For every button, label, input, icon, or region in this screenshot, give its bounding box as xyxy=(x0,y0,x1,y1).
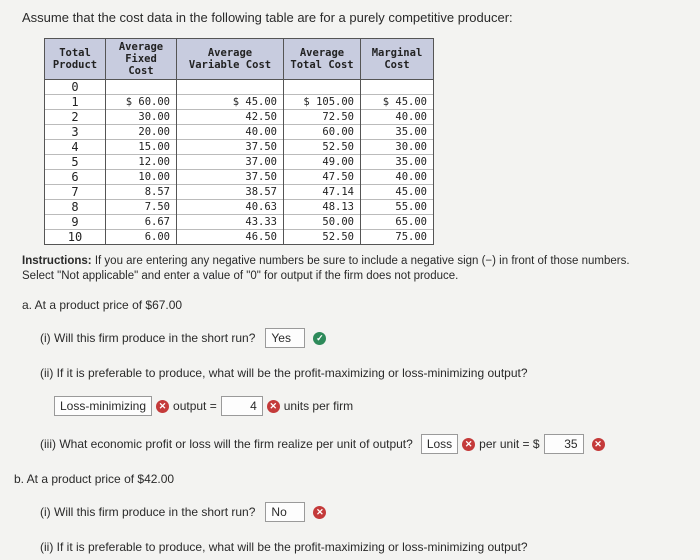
table-cell: 30.00 xyxy=(106,110,177,125)
incorrect-x-icon: ✕ xyxy=(592,438,605,451)
table-cell: 46.50 xyxy=(177,230,284,245)
output-input[interactable]: 4 xyxy=(221,396,263,416)
table-cell: 65.00 xyxy=(361,215,434,230)
table-cell: $ 105.00 xyxy=(284,95,361,110)
header-marginal-cost: Marginal Cost xyxy=(361,39,434,80)
table-cell: 10.00 xyxy=(106,170,177,185)
table-cell: 5 xyxy=(45,155,106,170)
table-cell: 47.14 xyxy=(284,185,361,200)
part-a-q3-text: (iii) What economic profit or loss will the firm realize per unit of output? xyxy=(40,437,413,451)
table-cell: 7 xyxy=(45,185,106,200)
table-cell: 40.00 xyxy=(361,110,434,125)
table-row xyxy=(45,125,434,140)
table-cell xyxy=(361,80,434,95)
part-a-q2 xyxy=(40,366,528,380)
table-cell: 38.57 xyxy=(177,185,284,200)
table-cell: $ 45.00 xyxy=(177,95,284,110)
table-cell: 48.13 xyxy=(284,200,361,215)
incorrect-x-icon: ✕ xyxy=(462,438,475,451)
per-unit-input[interactable]: 35 xyxy=(544,434,584,454)
profit-loss-select[interactable]: Loss xyxy=(421,434,458,454)
table-cell: 9 xyxy=(45,215,106,230)
table-cell: 4 xyxy=(45,140,106,155)
table-cell: 55.00 xyxy=(361,200,434,215)
table-header-row xyxy=(45,39,434,80)
table-cell: 8 xyxy=(45,200,106,215)
instructions-line-1: If you are entering any negative numbers be sure to include a negative sign (−) in front of those numbers. xyxy=(91,255,630,267)
part-a-q1 xyxy=(40,328,326,348)
part-a-q1-text: (i) Will this firm produce in the short run? xyxy=(40,331,256,345)
table-cell: 52.50 xyxy=(284,230,361,245)
table-cell: 35.00 xyxy=(361,155,434,170)
problem-intro: Assume that the cost data in the following table are for a purely competitive producer: xyxy=(22,10,513,25)
table-cell: 3 xyxy=(45,125,106,140)
table-cell: 37.50 xyxy=(177,170,284,185)
part-a-q3 xyxy=(40,434,605,454)
table-row xyxy=(45,80,434,95)
correct-check-icon: ✓ xyxy=(313,332,326,345)
table-cell: 0 xyxy=(45,80,106,95)
table-row xyxy=(45,215,434,230)
table-cell: 72.50 xyxy=(284,110,361,125)
table-cell: 40.00 xyxy=(361,170,434,185)
header-average-variable-cost: Average Variable Cost xyxy=(177,39,284,80)
table-cell: 20.00 xyxy=(106,125,177,140)
table-cell: 75.00 xyxy=(361,230,434,245)
part-b-q1-answer-field[interactable]: No xyxy=(265,502,305,522)
table-cell: 12.00 xyxy=(106,155,177,170)
cost-table xyxy=(44,38,434,245)
table-cell: 6.00 xyxy=(106,230,177,245)
table-cell xyxy=(106,80,177,95)
table-cell: 40.00 xyxy=(177,125,284,140)
table-cell: 15.00 xyxy=(106,140,177,155)
incorrect-x-icon: ✕ xyxy=(156,400,169,413)
part-a-q2-answer-row xyxy=(54,396,353,416)
table-cell: $ 60.00 xyxy=(106,95,177,110)
instructions xyxy=(22,254,687,284)
table-cell xyxy=(177,80,284,95)
header-average-fixed-cost: Average Fixed Cost xyxy=(106,39,177,80)
table-row xyxy=(45,170,434,185)
table-cell: 50.00 xyxy=(284,215,361,230)
instructions-line-2: Select "Not applicable" and enter a value of "0" for output if the firm does not produce. xyxy=(22,270,459,282)
table-cell: 6.67 xyxy=(106,215,177,230)
table-cell: 43.33 xyxy=(177,215,284,230)
table-cell: 30.00 xyxy=(361,140,434,155)
table-cell: 35.00 xyxy=(361,125,434,140)
part-b-q1 xyxy=(40,502,326,522)
output-units: units per firm xyxy=(283,399,354,413)
part-b-q2 xyxy=(40,540,528,554)
table-cell: 1 xyxy=(45,95,106,110)
incorrect-x-icon: ✕ xyxy=(267,400,280,413)
table-cell xyxy=(284,80,361,95)
table-row xyxy=(45,140,434,155)
part-a-heading: a. At a product price of $67.00 xyxy=(22,298,183,312)
output-label: output = xyxy=(173,399,217,413)
instructions-label: Instructions: xyxy=(22,255,92,267)
per-unit-label: per unit = $ xyxy=(479,437,540,451)
table-cell: 8.57 xyxy=(106,185,177,200)
table-cell: 42.50 xyxy=(177,110,284,125)
part-b-heading: b. At a product price of $42.00 xyxy=(14,472,175,486)
table-row xyxy=(45,110,434,125)
table-cell: 2 xyxy=(45,110,106,125)
incorrect-x-icon: ✕ xyxy=(313,506,326,519)
table-cell: 37.00 xyxy=(177,155,284,170)
table-row xyxy=(45,185,434,200)
part-a-q2-text: (ii) If it is preferable to produce, what will be the profit-maximizing or loss-minimizing output? xyxy=(40,366,528,380)
table-row xyxy=(45,95,434,110)
part-b-q1-text: (i) Will this firm produce in the short run? xyxy=(40,505,256,519)
production-type-select[interactable]: Loss-minimizing xyxy=(54,396,152,416)
table-cell: 52.50 xyxy=(284,140,361,155)
header-average-total-cost: Average Total Cost xyxy=(284,39,361,80)
table-row xyxy=(45,155,434,170)
table-row xyxy=(45,200,434,215)
table-cell: 37.50 xyxy=(177,140,284,155)
part-b-q2-text: (ii) If it is preferable to produce, what will be the profit-maximizing or loss-minimizing output? xyxy=(40,540,528,554)
table-cell: $ 45.00 xyxy=(361,95,434,110)
table-cell: 10 xyxy=(45,230,106,245)
table-cell: 7.50 xyxy=(106,200,177,215)
table-cell: 47.50 xyxy=(284,170,361,185)
table-cell: 60.00 xyxy=(284,125,361,140)
table-cell: 49.00 xyxy=(284,155,361,170)
table-cell: 6 xyxy=(45,170,106,185)
table-cell: 45.00 xyxy=(361,185,434,200)
table-cell: 40.63 xyxy=(177,200,284,215)
part-a-q1-answer-field[interactable]: Yes xyxy=(265,328,305,348)
header-total-product: Total Product xyxy=(45,39,106,80)
table-row xyxy=(45,230,434,245)
